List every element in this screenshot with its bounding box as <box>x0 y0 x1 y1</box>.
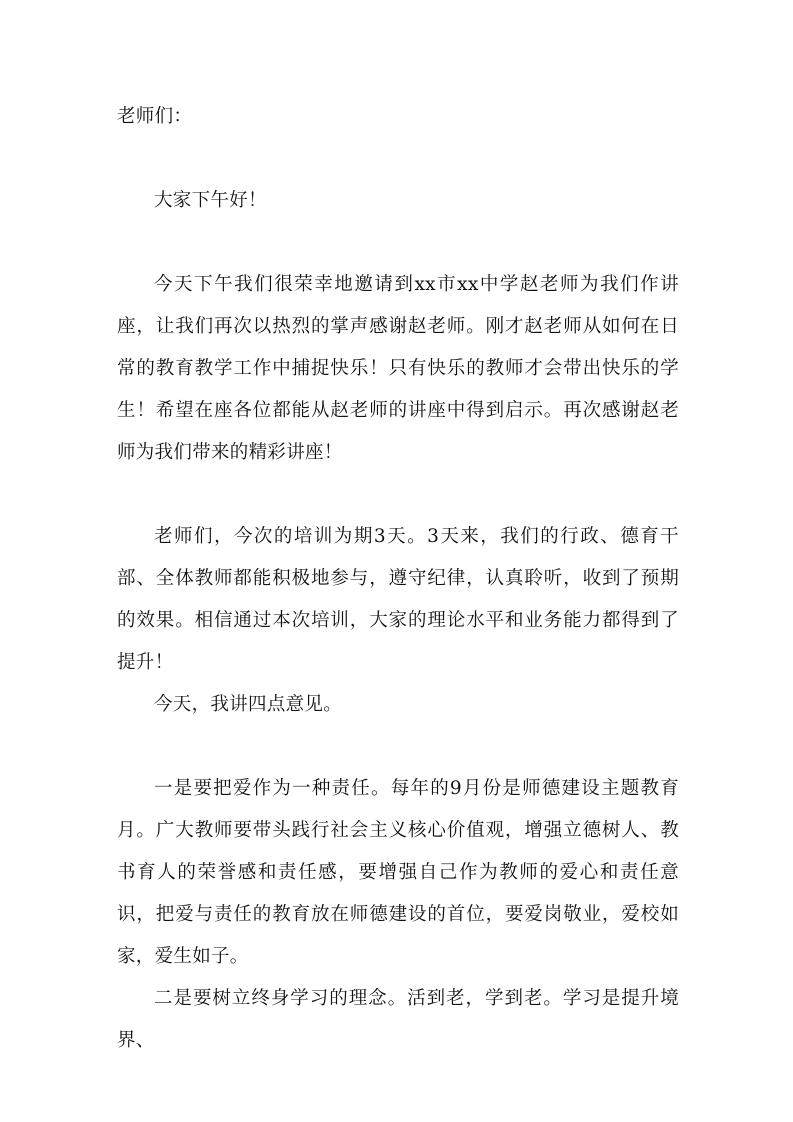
paragraph-thanks-lecture: 今天下午我们很荣幸地邀请到xx市xx中学赵老师为我们作讲座，让我们再次以热烈的掌声感谢赵老师。刚才赵老师从如何在日常的教育教学工作中捕捉快乐！只有快乐的教师才会带出快乐的学生！希望在座各位都能从赵老师的讲座中得到启示。再次感谢赵老师为我们带来的精彩讲座！ <box>117 274 679 463</box>
paragraph-point-two: 二是要树立终身学习的理念。活到老，学到老。学习是提升境界、 <box>117 988 679 1051</box>
paragraph-four-points-intro: 今天，我讲四点意见。 <box>154 694 343 715</box>
salutation: 老师们： <box>117 106 193 127</box>
paragraph-point-one: 一是要把爱作为一种责任。每年的9月份是师德建设主题教育月。广大教师要带头践行社会主义核心价值观，增强立德树人、教书育人的荣誉感和责任感，要增强自己作为教师的爱心和责任意识，把爱与责任的教育放在师德建设的首位，要爱岗敬业，爱校如家，爱生如子。 <box>117 778 679 967</box>
paragraph-greeting: 大家下午好！ <box>154 190 267 211</box>
paragraph-training-summary: 老师们，今次的培训为期3天。3天来，我们的行政、德育干部、全体教师都能积极地参与，遵守纪律，认真聆听，收到了预期的效果。相信通过本次培训，大家的理论水平和业务能力都得到了提升！ <box>117 526 679 673</box>
